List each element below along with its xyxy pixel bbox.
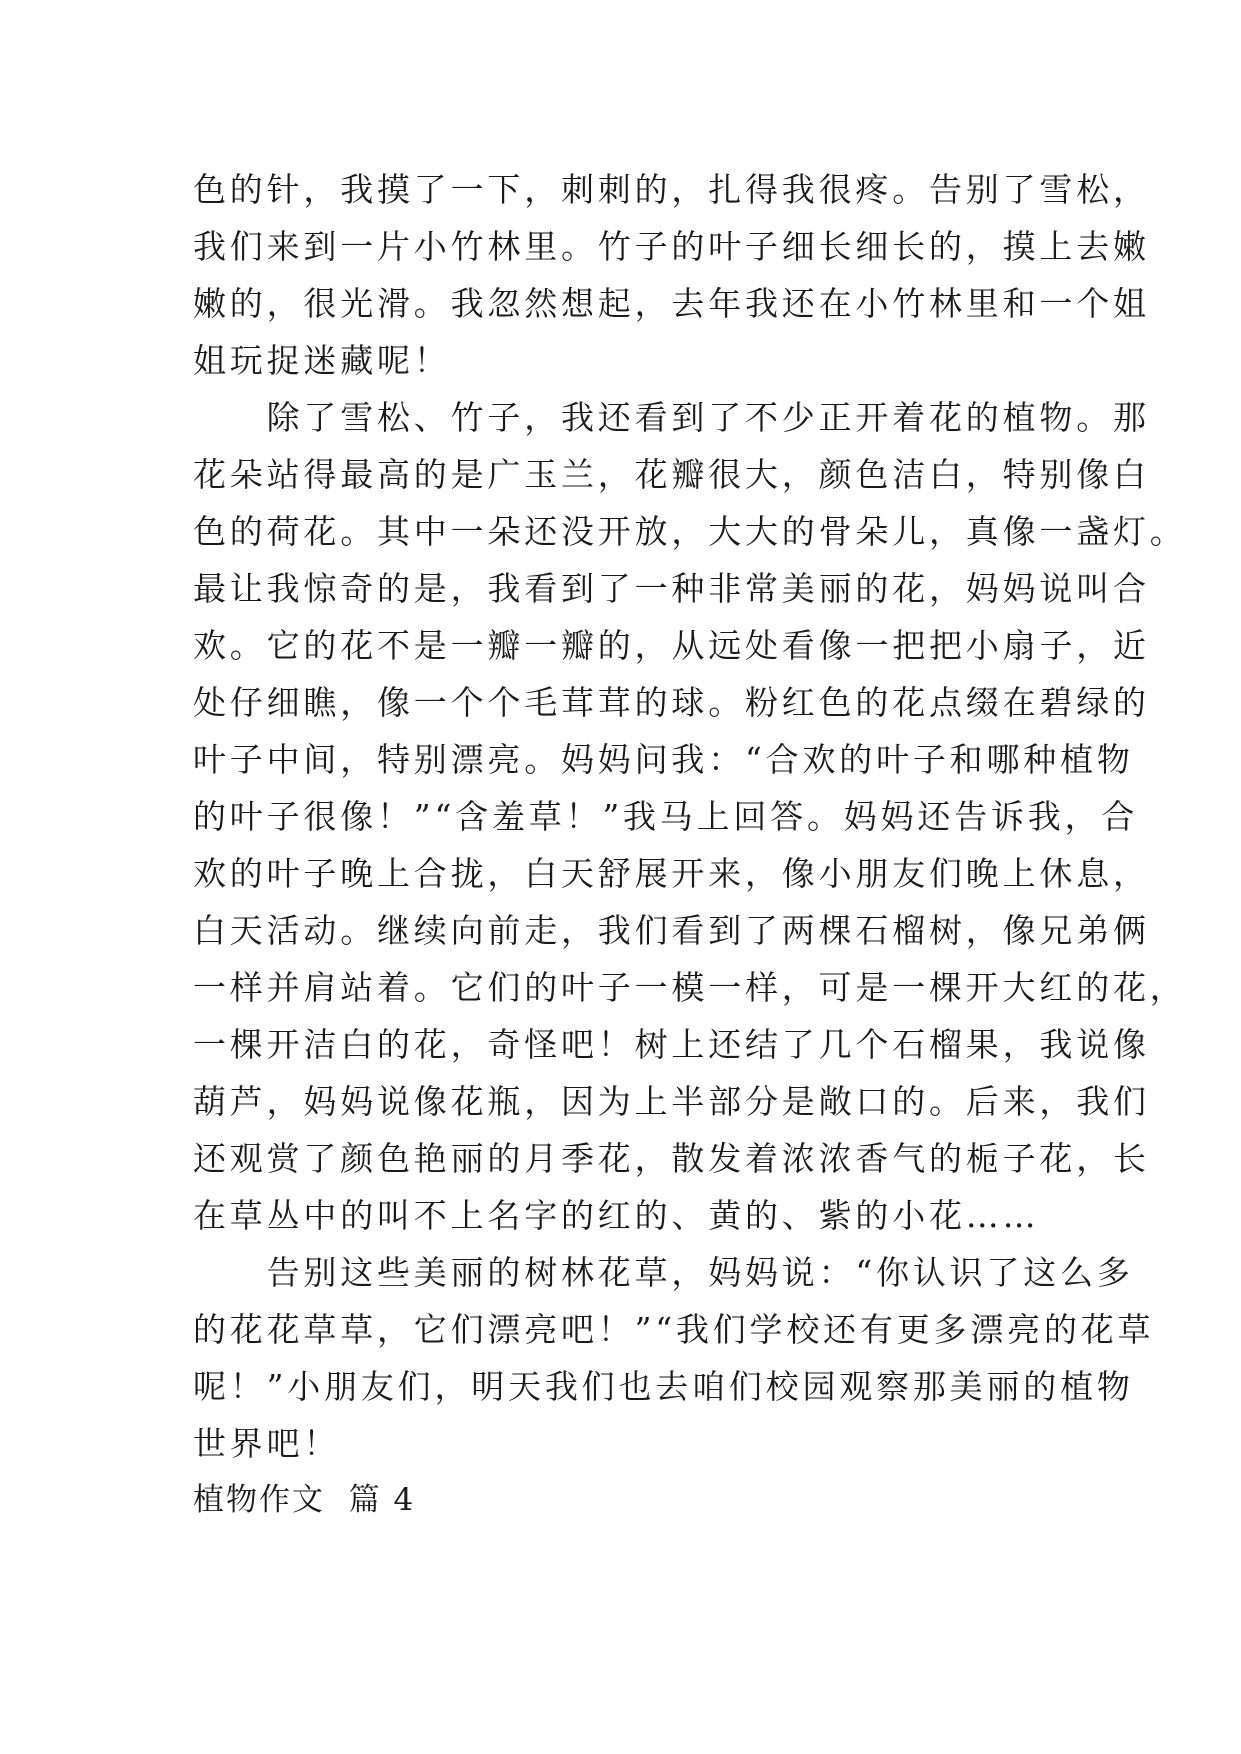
text-line: 色的针，我摸了一下，刺刺的，扎得我很疼。告别了雪松， [193, 170, 1150, 209]
text-line: 欢。它的花不是一瓣一瓣的，从远处看像一把把小扇子，近 [193, 626, 1150, 665]
text-line: 的花花草草，它们漂亮吧！”“我们学校还有更多漂亮的花草 [193, 1310, 1155, 1349]
text-line: 处仔细瞧，像一个个毛茸茸的球。粉红色的花点缀在碧绿的 [193, 683, 1150, 722]
text-line: 一棵开洁白的花，奇怪吧！树上还结了几个石榴果，我说像 [193, 1025, 1150, 1064]
text-line: 告别这些美丽的树林花草，妈妈说：“你认识了这么多 [193, 1253, 1134, 1292]
text-line: 呢！”小朋友们，明天我们也去咱们校园观察那美丽的植物 [193, 1367, 1134, 1406]
text-line: 葫芦，妈妈说像花瓶，因为上半部分是敞口的。后来，我们 [193, 1082, 1150, 1121]
section-heading: 植物作文 篇 4 [193, 1482, 416, 1518]
text-line: 最让我惊奇的是，我看到了一种非常美丽的花，妈妈说叫合 [193, 569, 1150, 608]
text-line: 叶子中间，特别漂亮。妈妈问我：“合欢的叶子和哪种植物 [193, 740, 1134, 779]
text-line: 世界吧！ [193, 1424, 341, 1463]
text-line: 姐玩捉迷藏呢！ [193, 341, 451, 380]
text-line: 色的荷花。其中一朵还没开放，大大的骨朵儿，真像一盏灯。 [193, 512, 1187, 551]
text-line: 嫩的，很光滑。我忽然想起，去年我还在小竹林里和一个姐 [193, 284, 1150, 323]
text-line: 还观赏了颜色艳丽的月季花，散发着浓浓香气的栀子花，长 [193, 1139, 1150, 1178]
text-line: 除了雪松、竹子，我还看到了不少正开着花的植物。那 [193, 398, 1150, 437]
text-line: 的叶子很像！”“含羞草！”我马上回答。妈妈还告诉我，合 [193, 797, 1139, 836]
text-line: 花朵站得最高的是广玉兰，花瓣很大，颜色洁白，特别像白 [193, 455, 1150, 494]
text-line: 欢的叶子晚上合拢，白天舒展开来，像小朋友们晚上休息， [193, 854, 1150, 893]
text-line: 在草丛中的叫不上名字的红的、黄的、紫的小花…… [193, 1196, 1040, 1235]
text-line: 我们来到一片小竹林里。竹子的叶子细长细长的，摸上去嫩 [193, 227, 1150, 266]
text-line: 白天活动。继续向前走，我们看到了两棵石榴树，像兄弟俩 [193, 911, 1150, 950]
text-line: 一样并肩站着。它们的叶子一模一样，可是一棵开大红的花， [193, 968, 1187, 1007]
